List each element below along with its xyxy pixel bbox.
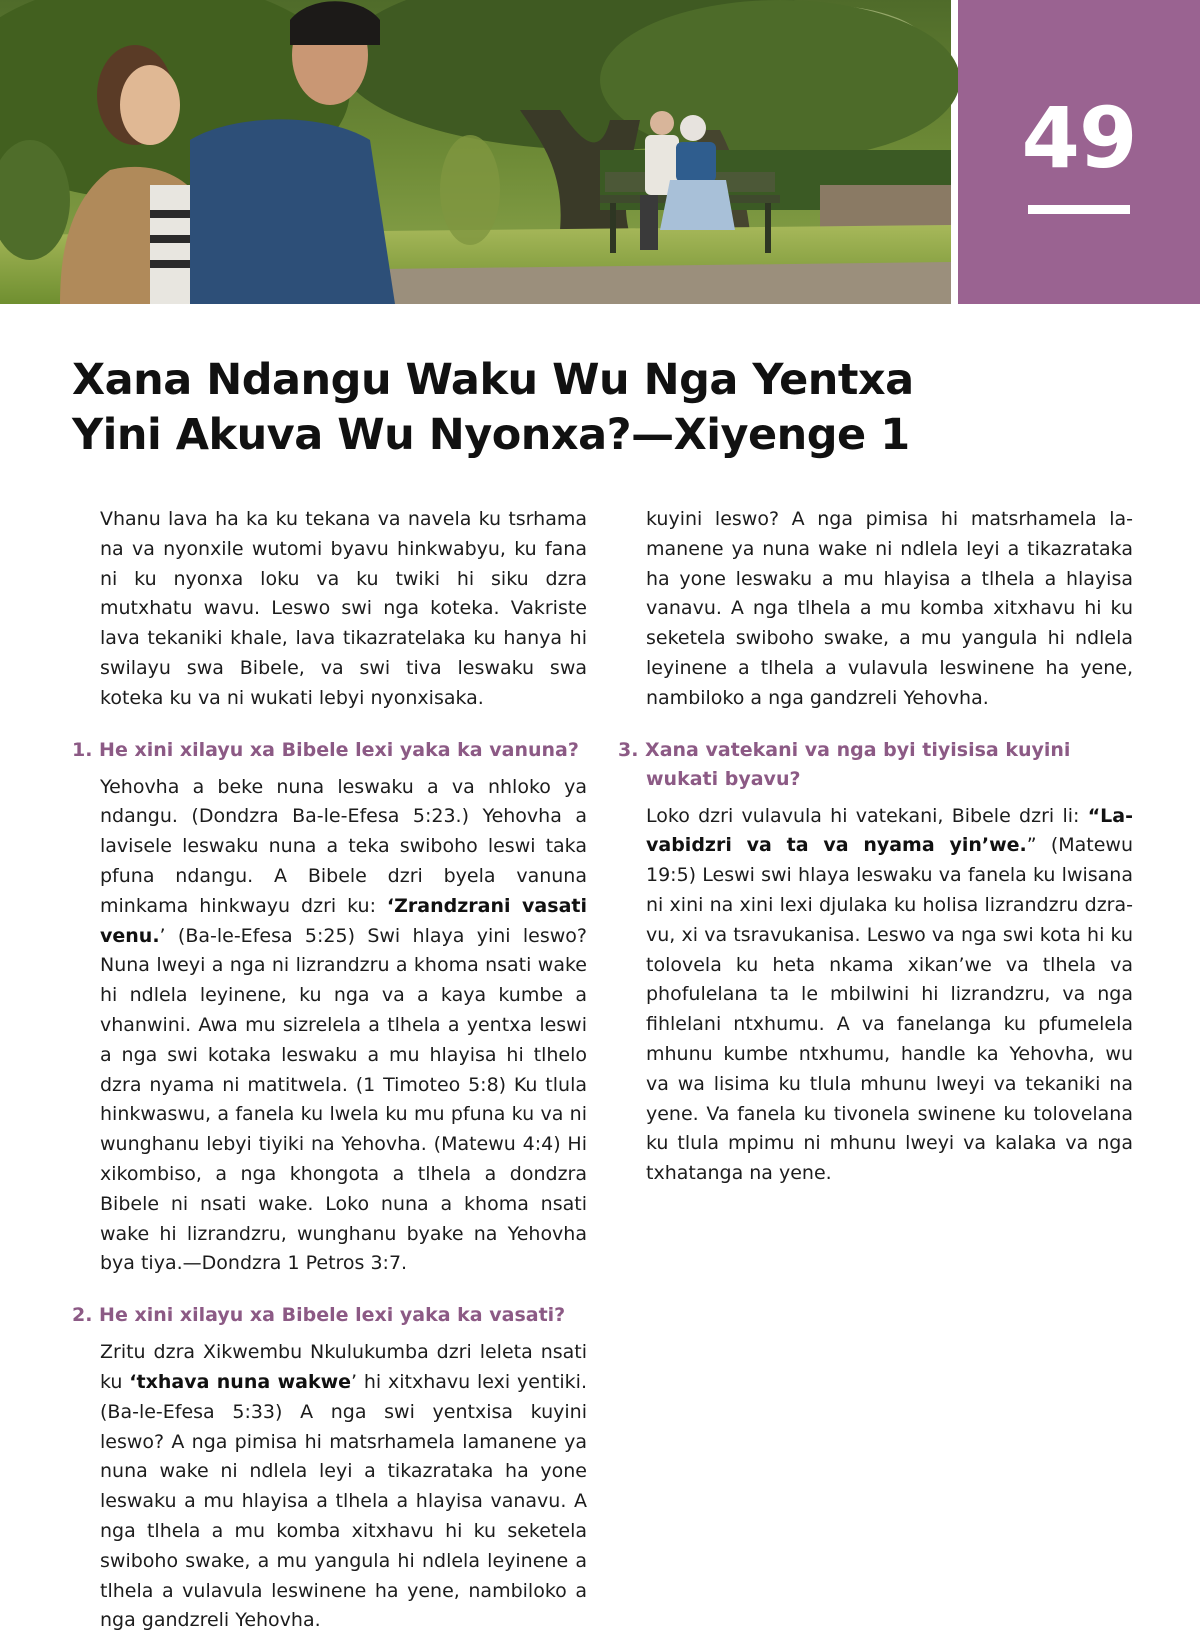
question-2-answer xyxy=(100,1338,587,1632)
q2-text-a: Zritu dzra Xikwembu Nkulukumba dzri leleta nsati ku xyxy=(100,1341,587,1393)
intro-paragraph: Vhanu lava ha ka ku tekana va navela ku tsrhama na va nyonxile wutomi byavu hinkwabyu, ku fana ni ku nyonxa loku va ku twiki hi siku dzra mutxhatu wavu. Leswo swi nga koteka. Vakriste lava tekaniki khale, lava tikazratelaka ku hanya hi swilayu swa Bibele, va swi tiva leswaku swa koteka ku va ni wukati lebyi nyonxisaka. xyxy=(100,508,587,709)
q1-bold-quote: ‘Zrandzrani vasati venu. xyxy=(100,894,587,947)
q3-text-b: ” (Matewu 19:5) Leswi swi hlaya leswaku va fanela ku lwisana ni xini na xini lexi djulaka ku holisa lizrandzru dzravu, xi va tsravukanisa. Leswo va nga swi kota hi ku tolovela ku heta nkama xikan’we va tlhela va phofulelana ta le mbilwini hi lizrandzru, va nga fihlelani ntxhumu. A va fanelanga ku pfumelela mhunu kumbe ntxhumu, handle ka Yehovha, wu va wa lisima ku tlula mhunu lweyi va tekaniki na yene. Va fanela ku tivonela swinene ku tolovelana ku tlula mpimu ni mhunu lweyi va kalaka va nga txhatanga na yene. xyxy=(646,834,1133,1185)
left-column xyxy=(72,505,587,1632)
title-line-2: Yini Akuva Wu Nyonxa?—Xiyenge 1 xyxy=(72,410,910,460)
hero-photo xyxy=(0,0,951,304)
q1-text-b: ’ (Ba-le-Efesa 5:25) Swi hlaya yini leswo? Nuna lweyi a nga ni lizrandzru a khoma nsati wake hi ndlela leyinene, ku nga va a kaya kumbe a vhanwini. Awa mu sizrelela a tlhela a yentxa leswi a nga swi kotaka leswaku a mu hlayisa hi tlhelo dzra nyama ni matitwela. (1 Timoteo 5:8) Ku tlula hinkwaswu, a fanela ku lwela ku mu pfuna ku va ni wunghanu lebyi tiyiki na Yehovha. (Matewu 4:4) Hi xikombiso, a nga khongota a tlhela a dondzra Bibele ni nsati wake. Loko nuna a khoma nsati wake hi lizrandzru, wunghanu byake na Yehovha bya tiya.—Dondzra 1 Petros 3:7. xyxy=(100,924,587,1275)
question-3-answer xyxy=(646,802,1133,1189)
lesson-number-underline xyxy=(1028,205,1130,214)
q1-text-a: Yehovha a beke nuna leswaku a va nhloko ya ndangu. (Dondzra Ba-le-Efesa 5:23.) Yehovha a lavisele leswaku nuna a teka swiboho leswi taka pfuna ndangu. A Bibele dzri byela vanuna minkama hinkwayu dzri ku: xyxy=(100,775,587,917)
question-2-heading: 2. He xini xilayu xa Bibele lexi yaka ka vasati? xyxy=(72,1304,566,1327)
lesson-number-box xyxy=(958,0,1200,304)
hero-illustration xyxy=(0,0,951,304)
question-2-answer-continued: kuyini leswo? A nga pimisa hi matsrhamela lamanene ya nuna wake ni ndlela leyi a tikazrataka ha yone leswaku a mu hlayisa a tlhela a hlayisa vanavu. A nga tlhela a mu komba xitxhavu hi ku seketela swiboho swake, a mu yangula hi ndlela leyinene a tlhela a vulavula leswinene ha yene, nambiloko a nga gandzreli Yehovha. xyxy=(646,508,1133,709)
q2-bold-quote: ‘txhava nuna wakwe xyxy=(129,1370,352,1393)
q2-text-b: ’ hi xitxhavu lexi yentiki. (Ba-le-Efesa 5:33) A nga swi yentxisa kuyini leswo? A nga pimisa hi matsrhamela lamanene ya nuna wake ni ndlela leyi a tikazrataka ha yone leswaku a mu hlayisa a tlhela a hlayisa vanavu. A nga tlhela a mu komba xitxhavu hi ku seketela swiboho swake, a mu yangula hi ndlela leyinene a tlhela a vulavula leswinene ha yene, nambiloko a nga gandzreli Yehovha. xyxy=(100,1370,587,1632)
question-3-heading: 3. Xana vatekani va nga byi tiyisisa kuyini wukati byavu? xyxy=(618,738,1071,790)
right-column xyxy=(618,505,1133,1189)
lesson-number: 49 xyxy=(1021,89,1137,187)
question-1-answer xyxy=(100,773,587,1280)
q3-text-a: Loko dzri vulavula hi vatekani, Bibele dzri li: xyxy=(646,804,1088,827)
title-line-1: Xana Ndangu Waku Wu Nga Yentxa xyxy=(72,355,914,405)
page-title xyxy=(72,353,972,463)
question-1-heading: 1. He xini xilayu xa Bibele lexi yaka ka vanuna? xyxy=(72,738,579,761)
q3-bold-quote: “Lavabidzri va ta va nyama yin’we. xyxy=(646,804,1133,857)
